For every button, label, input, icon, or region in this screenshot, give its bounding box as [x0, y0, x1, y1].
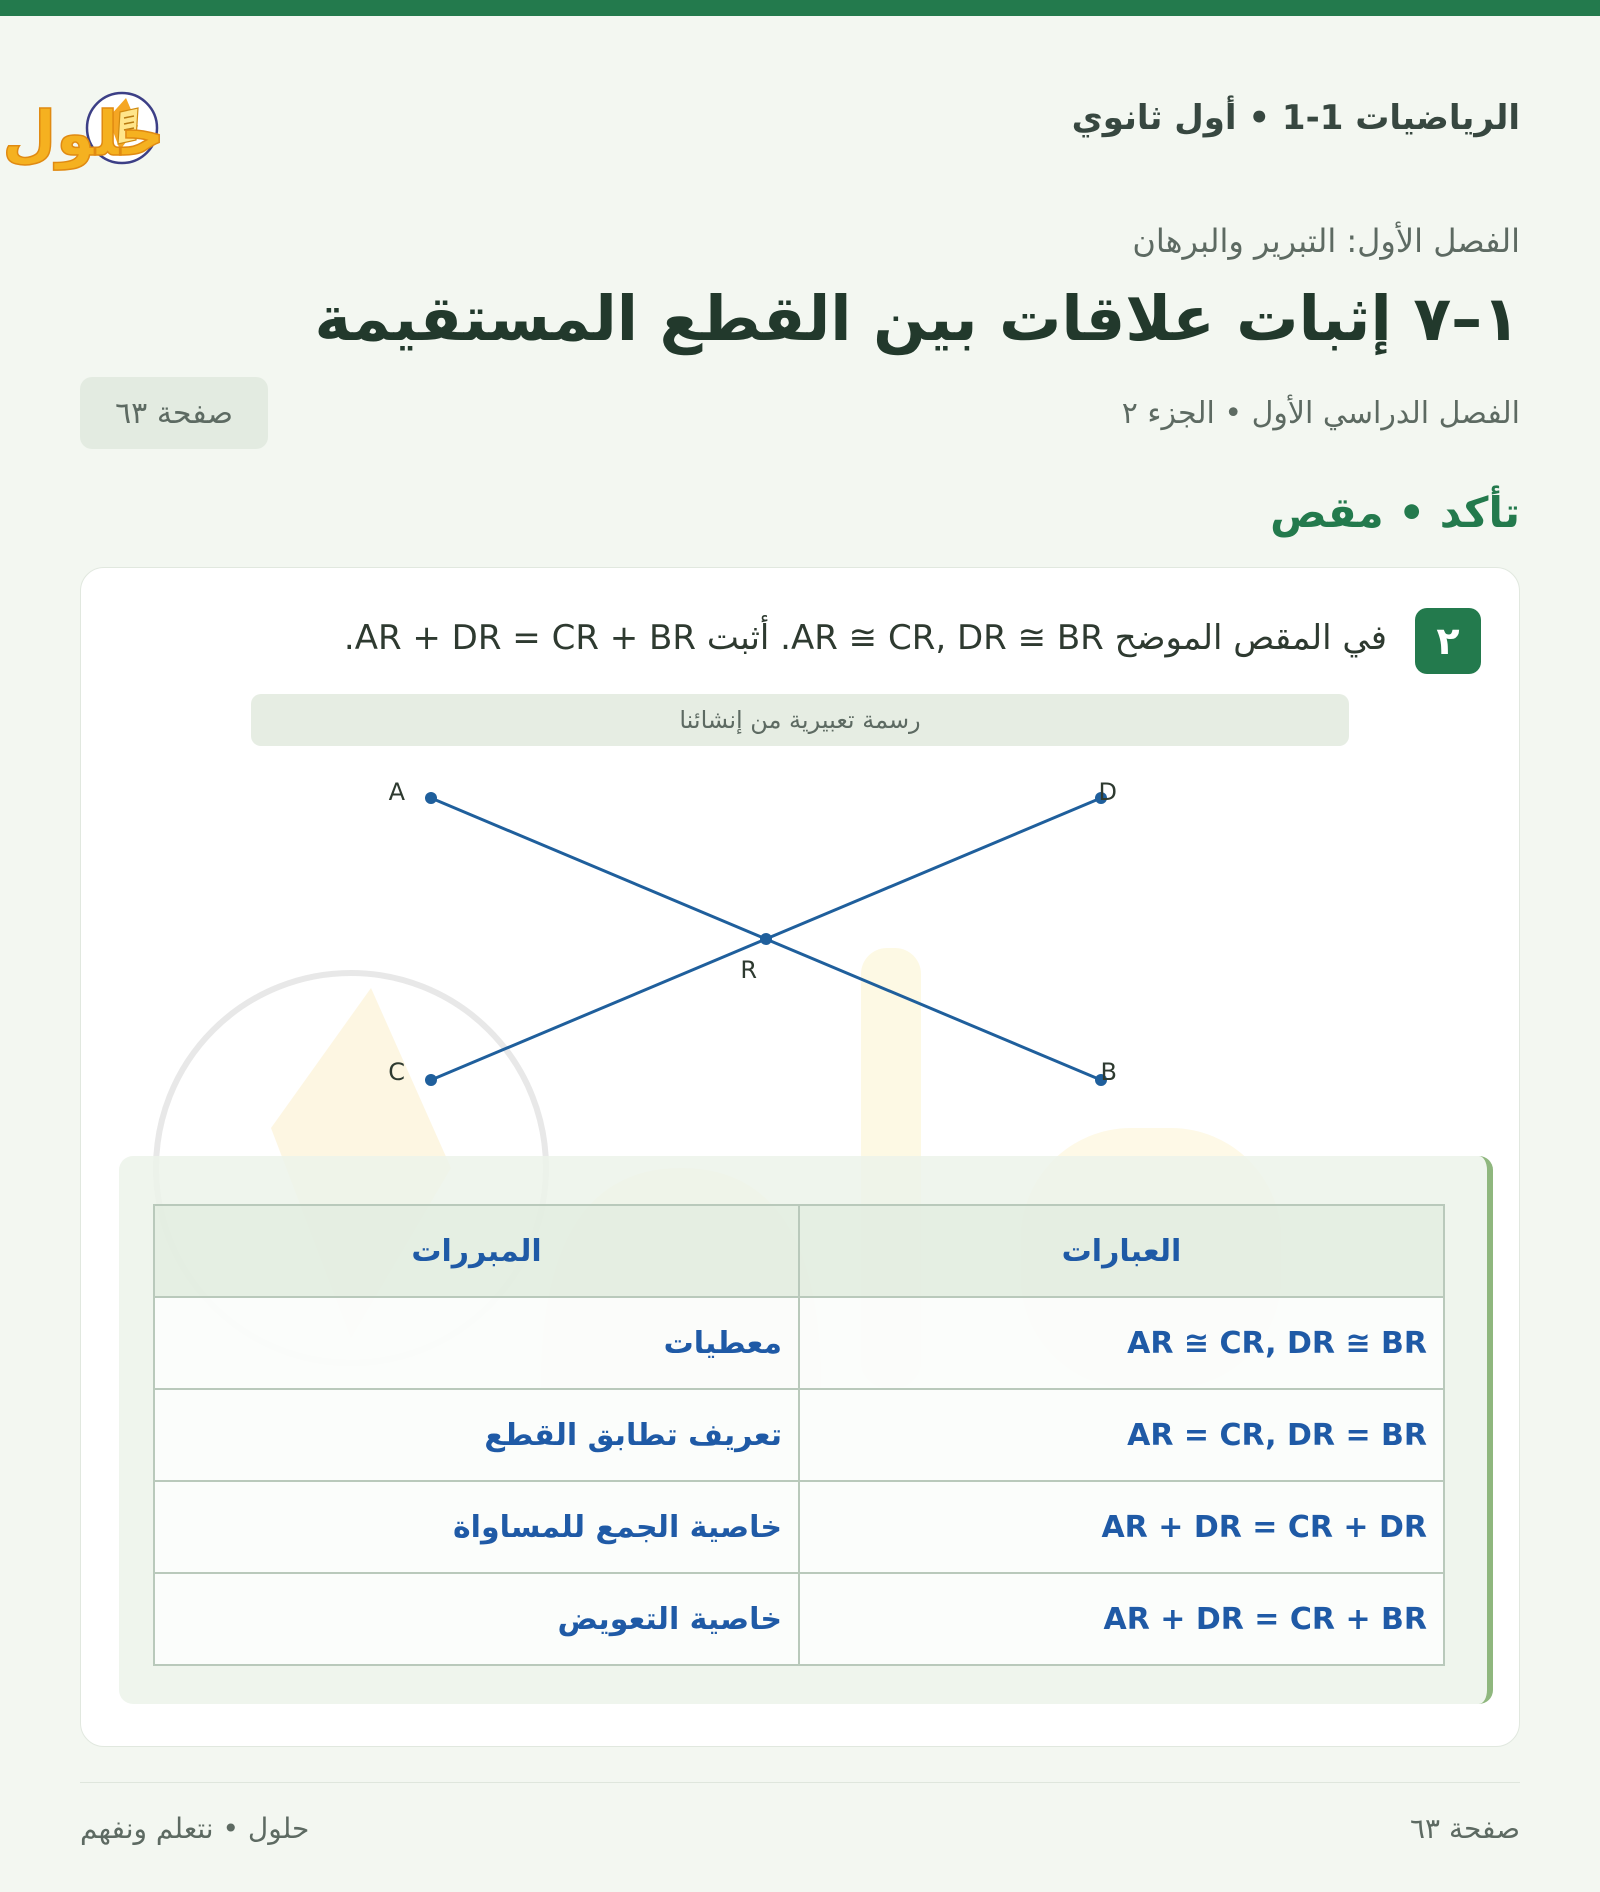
book-title: الرياضيات 1-1 • أول ثانوي	[1071, 98, 1520, 138]
question-card	[80, 567, 1520, 1747]
prove-statement: AR + DR = CR + BR	[354, 618, 696, 658]
table-row	[154, 1573, 1444, 1665]
header-reasons: المبررات	[154, 1205, 799, 1297]
two-column-proof-table	[153, 1204, 1445, 1666]
footer-page-number: صفحة ٦٣	[1409, 1812, 1520, 1845]
figure-caption: رسمة تعبيرية من إنشائنا	[251, 694, 1349, 746]
page-header	[2, 60, 1520, 190]
hulul-logo	[2, 60, 380, 190]
label-a: A	[388, 778, 405, 806]
question-text	[147, 618, 1387, 658]
chapter-title: الفصل الأول: التبرير والبرهان	[1132, 222, 1520, 260]
header-statements: العبارات	[799, 1205, 1444, 1297]
point-r	[760, 933, 772, 945]
statement-cell	[799, 1481, 1444, 1573]
question-number: ٢	[1415, 608, 1481, 674]
reason-cell: خاصية الجمع للمساواة	[154, 1481, 799, 1573]
reason-cell: تعريف تطابق القطع	[154, 1389, 799, 1481]
table-header-row	[154, 1205, 1444, 1297]
reason-cell: معطيات	[154, 1297, 799, 1389]
point-a	[425, 792, 437, 804]
semester-info: الفصل الدراسي الأول • الجزء ٢	[1121, 396, 1520, 431]
table-row	[154, 1297, 1444, 1389]
top-accent-bar	[0, 0, 1600, 16]
scissors-diagram	[331, 758, 1231, 1086]
logo-text: حلول	[2, 97, 165, 170]
section-heading: تأكد • مقص	[1270, 488, 1520, 537]
statement-cell	[799, 1297, 1444, 1389]
lesson-title: ١–٧ إثبات علاقات بين القطع المستقيمة	[314, 282, 1520, 355]
reason-cell: خاصية التعويض	[154, 1573, 799, 1665]
page-badge: صفحة ٦٣	[80, 377, 268, 449]
question-text-mid: . أثبت	[706, 618, 791, 658]
label-r: R	[740, 956, 757, 984]
statement-cell	[799, 1389, 1444, 1481]
statement-text: AR + DR = CR + DR	[1101, 1509, 1427, 1545]
statement-text: AR + DR = CR + BR	[1103, 1601, 1427, 1637]
label-c: C	[388, 1058, 405, 1086]
proof-box	[119, 1156, 1493, 1704]
table-row	[154, 1389, 1444, 1481]
footer-brand: حلول • نتعلم ونفهم	[80, 1812, 310, 1845]
question-text-prefix: في المقص الموضح	[1114, 618, 1387, 658]
point-c	[425, 1074, 437, 1086]
label-b: B	[1100, 1058, 1117, 1086]
table-row	[154, 1481, 1444, 1573]
footer-divider	[80, 1782, 1520, 1783]
label-d: D	[1098, 778, 1117, 806]
question-text-suffix: .	[343, 618, 355, 658]
statement-text: AR ≅ CR, DR ≅ BR	[1127, 1325, 1427, 1361]
statement-text: AR = CR, DR = BR	[1127, 1417, 1427, 1453]
statement-cell	[799, 1573, 1444, 1665]
given-statement: AR ≅ CR, DR ≅ BR	[790, 618, 1104, 658]
